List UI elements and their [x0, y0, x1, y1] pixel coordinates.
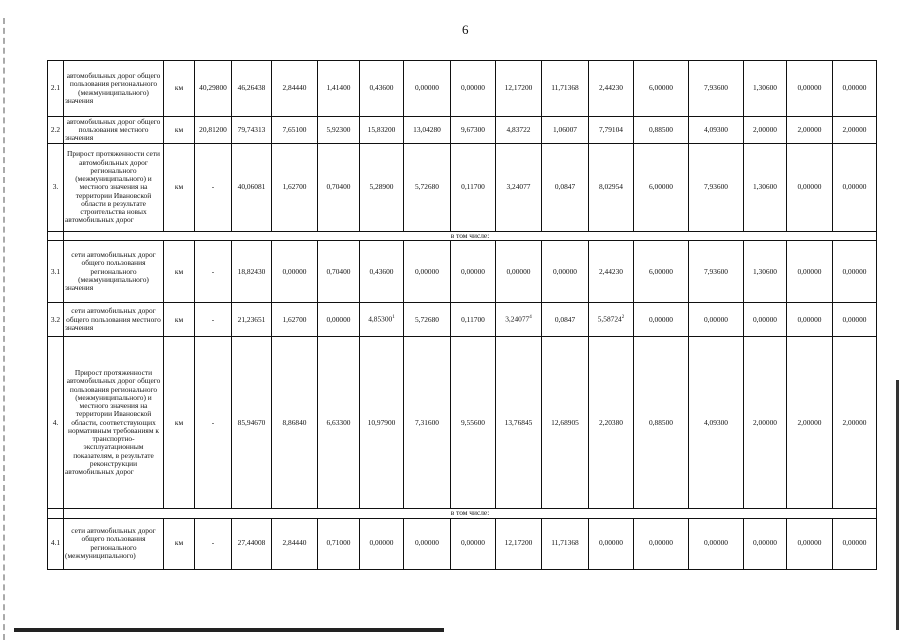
unit-cell: км — [164, 518, 195, 569]
value-cell: 7,65100 — [272, 117, 318, 144]
scan-bottom-line — [14, 628, 444, 632]
value-cell: 2,00000 — [744, 117, 787, 144]
value-cell: 8,02954 — [589, 144, 634, 232]
value-cell: 0,88500 — [634, 337, 689, 509]
value-cell: 2,00000 — [787, 117, 833, 144]
value-cell: 1,30600 — [744, 144, 787, 232]
value-cell: 0,00000 — [318, 303, 360, 337]
value-cell: 2,84440 — [272, 518, 318, 569]
value-cell: 0,70400 — [318, 241, 360, 303]
value-cell: 0,00000 — [689, 518, 744, 569]
value-cell: 1,62700 — [272, 144, 318, 232]
base-value-cell: - — [195, 303, 232, 337]
page-number: 6 — [462, 22, 469, 37]
unit-cell: км — [164, 303, 195, 337]
value-cell: 10,97900 — [360, 337, 404, 509]
value-cell: 18,82430 — [232, 241, 272, 303]
base-value-cell: - — [195, 518, 232, 569]
value-cell: 15,83200 — [360, 117, 404, 144]
unit-cell: км — [164, 61, 195, 117]
base-value-cell: - — [195, 337, 232, 509]
value-cell: 0,00000 — [787, 241, 833, 303]
value-cell: 11,71368 — [542, 61, 589, 117]
indicator-name-cell: сети автомобильных дорог общего пользования регионального (межмуниципального) — [64, 518, 164, 569]
row-number-cell: 4.1 — [48, 518, 64, 569]
value-cell: 5,28900 — [360, 144, 404, 232]
unit-cell: км — [164, 117, 195, 144]
scan-edge-mark — [3, 18, 8, 640]
value-cell: 5,92300 — [318, 117, 360, 144]
value-cell: 0,0847 — [542, 303, 589, 337]
value-cell: 0,00000 — [787, 303, 833, 337]
table-body — [48, 61, 877, 570]
indicator-name-cell: автомобильных дорог общего пользования местного значения — [64, 117, 164, 144]
value-cell: 4,09300 — [689, 337, 744, 509]
unit-cell: км — [164, 241, 195, 303]
value-cell: 12,17200 — [496, 61, 542, 117]
value-cell: 4,83722 — [496, 117, 542, 144]
base-value-cell: - — [195, 144, 232, 232]
value-cell: 6,00000 — [634, 61, 689, 117]
row-number-cell: 3. — [48, 144, 64, 232]
value-cell: 2,84440 — [272, 61, 318, 117]
value-cell: 2,20380 — [589, 337, 634, 509]
value-cell: 27,44008 — [232, 518, 272, 569]
value-cell: 0,00000 — [833, 61, 877, 117]
footnote-mark: 2 — [621, 315, 625, 321]
row-number-cell: 3.1 — [48, 241, 64, 303]
value-cell: 0,00000 — [404, 61, 451, 117]
value-cell: 0,00000 — [787, 144, 833, 232]
value-cell: 0,00000 — [833, 303, 877, 337]
value-cell: 46,26438 — [232, 61, 272, 117]
row-number-cell: 2.1 — [48, 61, 64, 117]
value-cell: 0,00000 — [272, 241, 318, 303]
value-cell: 7,93600 — [689, 61, 744, 117]
table-row — [48, 518, 877, 569]
value-cell: 0,00000 — [404, 241, 451, 303]
value-cell: 5,58724$^2$ — [589, 303, 634, 337]
value-cell: 9,67300 — [451, 117, 496, 144]
value-cell: 12,17200 — [496, 518, 542, 569]
value-cell: 0,00000 — [451, 518, 496, 569]
table-row — [48, 61, 877, 117]
value-cell: 2,00000 — [787, 337, 833, 509]
indicator-name-cell: сети автомобильных дорог общего пользования регионального (межмуниципального) значения — [64, 241, 164, 303]
value-cell: 6,63300 — [318, 337, 360, 509]
base-value-cell: 20,81200 — [195, 117, 232, 144]
value-cell: 0,00000 — [689, 303, 744, 337]
value-cell: 6,00000 — [634, 241, 689, 303]
value-cell: 1,62700 — [272, 303, 318, 337]
row-number-cell — [48, 232, 64, 241]
table-row — [48, 337, 877, 509]
road-length-table — [47, 60, 877, 570]
table-row — [48, 241, 877, 303]
value-cell: 0,00000 — [404, 518, 451, 569]
value-cell: 7,31600 — [404, 337, 451, 509]
table-row — [48, 232, 877, 241]
table-row — [48, 303, 877, 337]
value-cell: 0,00000 — [744, 518, 787, 569]
value-cell: 0,00000 — [744, 303, 787, 337]
value-cell: 1,30600 — [744, 61, 787, 117]
indicator-name-cell: сети автомобильных дорог общего пользования местного значения — [64, 303, 164, 337]
footnote-mark: 4 — [529, 315, 532, 321]
value-cell: 5,72680 — [404, 144, 451, 232]
value-cell: 2,00000 — [744, 337, 787, 509]
value-cell: 79,74313 — [232, 117, 272, 144]
value-cell: 0,00000 — [787, 518, 833, 569]
value-cell: 40,06081 — [232, 144, 272, 232]
value-cell: 7,93600 — [689, 241, 744, 303]
value-cell: 13,76845 — [496, 337, 542, 509]
base-value-cell: 40,29800 — [195, 61, 232, 117]
value-cell: 5,72680 — [404, 303, 451, 337]
value-cell: 0,00000 — [360, 518, 404, 569]
value-cell: 1,06007 — [542, 117, 589, 144]
row-number-cell: 3.2 — [48, 303, 64, 337]
table-row — [48, 144, 877, 232]
indicator-name-cell: автомобильных дорог общего пользования регионального (межмуниципального) значения — [64, 61, 164, 117]
value-cell: 8,86840 — [272, 337, 318, 509]
value-cell: 3,24077$^4$ — [496, 303, 542, 337]
row-number-cell: 2.2 — [48, 117, 64, 144]
value-cell: 12,68905 — [542, 337, 589, 509]
value-cell: 7,93600 — [689, 144, 744, 232]
value-cell: 0,00000 — [833, 144, 877, 232]
value-cell: 0,11700 — [451, 144, 496, 232]
value-cell: 0,70400 — [318, 144, 360, 232]
unit-cell: км — [164, 337, 195, 509]
indicator-name-cell: Прирост протяженности сети автомобильных дорог регионального (межмуниципального) и местного значения на территории Ивановской области в результате строительства новых автомобильных дорог — [64, 144, 164, 232]
value-cell: 1,30600 — [744, 241, 787, 303]
unit-cell: км — [164, 144, 195, 232]
value-cell: 0,00000 — [451, 61, 496, 117]
value-cell: 0,00000 — [542, 241, 589, 303]
table-row — [48, 117, 877, 144]
value-cell: 0,00000 — [833, 241, 877, 303]
value-cell: 0,00000 — [787, 61, 833, 117]
value-cell: 0,00000 — [634, 303, 689, 337]
base-value-cell: - — [195, 241, 232, 303]
value-cell: 0,43600 — [360, 61, 404, 117]
value-cell: 0,71000 — [318, 518, 360, 569]
value-cell: 21,23651 — [232, 303, 272, 337]
value-cell: 0,00000 — [589, 518, 634, 569]
value-cell: 0,00000 — [634, 518, 689, 569]
row-number-cell: 4. — [48, 337, 64, 509]
value-cell: 0,00000 — [496, 241, 542, 303]
value-cell: 13,04280 — [404, 117, 451, 144]
subheading-cell: в том числе: — [64, 509, 877, 518]
value-cell: 4,09300 — [689, 117, 744, 144]
value-cell: 85,94670 — [232, 337, 272, 509]
value-cell: 0,11700 — [451, 303, 496, 337]
value-cell: 7,79104 — [589, 117, 634, 144]
value-cell: 1,41400 — [318, 61, 360, 117]
value-cell: 9,55600 — [451, 337, 496, 509]
value-cell: 0,88500 — [634, 117, 689, 144]
value-cell: 0,00000 — [833, 518, 877, 569]
value-cell: 6,00000 — [634, 144, 689, 232]
value-cell: 2,44230 — [589, 61, 634, 117]
value-cell: 2,00000 — [833, 117, 877, 144]
value-cell: 0,43600 — [360, 241, 404, 303]
footnote-mark: 1 — [392, 315, 395, 321]
value-cell: 4,85300$^1$ — [360, 303, 404, 337]
value-cell: 2,00000 — [833, 337, 877, 509]
value-cell: 3,24077 — [496, 144, 542, 232]
indicator-name-cell: Прирост протяженности автомобильных дорог общего пользования регионального (межмуниципального) и местного значения на территории Ивановской области, соответствующих нормативным требованиям к транспортно-эксплуатационным показателям, в результате реконструкции автомобильных дорог — [64, 337, 164, 509]
row-number-cell — [48, 509, 64, 518]
value-cell: 0,0847 — [542, 144, 589, 232]
subheading-cell: в том числе: — [64, 232, 877, 241]
value-cell: 2,44230 — [589, 241, 634, 303]
value-cell: 11,71368 — [542, 518, 589, 569]
scan-edge-bar — [896, 380, 899, 630]
table-row — [48, 509, 877, 518]
value-cell: 0,00000 — [451, 241, 496, 303]
